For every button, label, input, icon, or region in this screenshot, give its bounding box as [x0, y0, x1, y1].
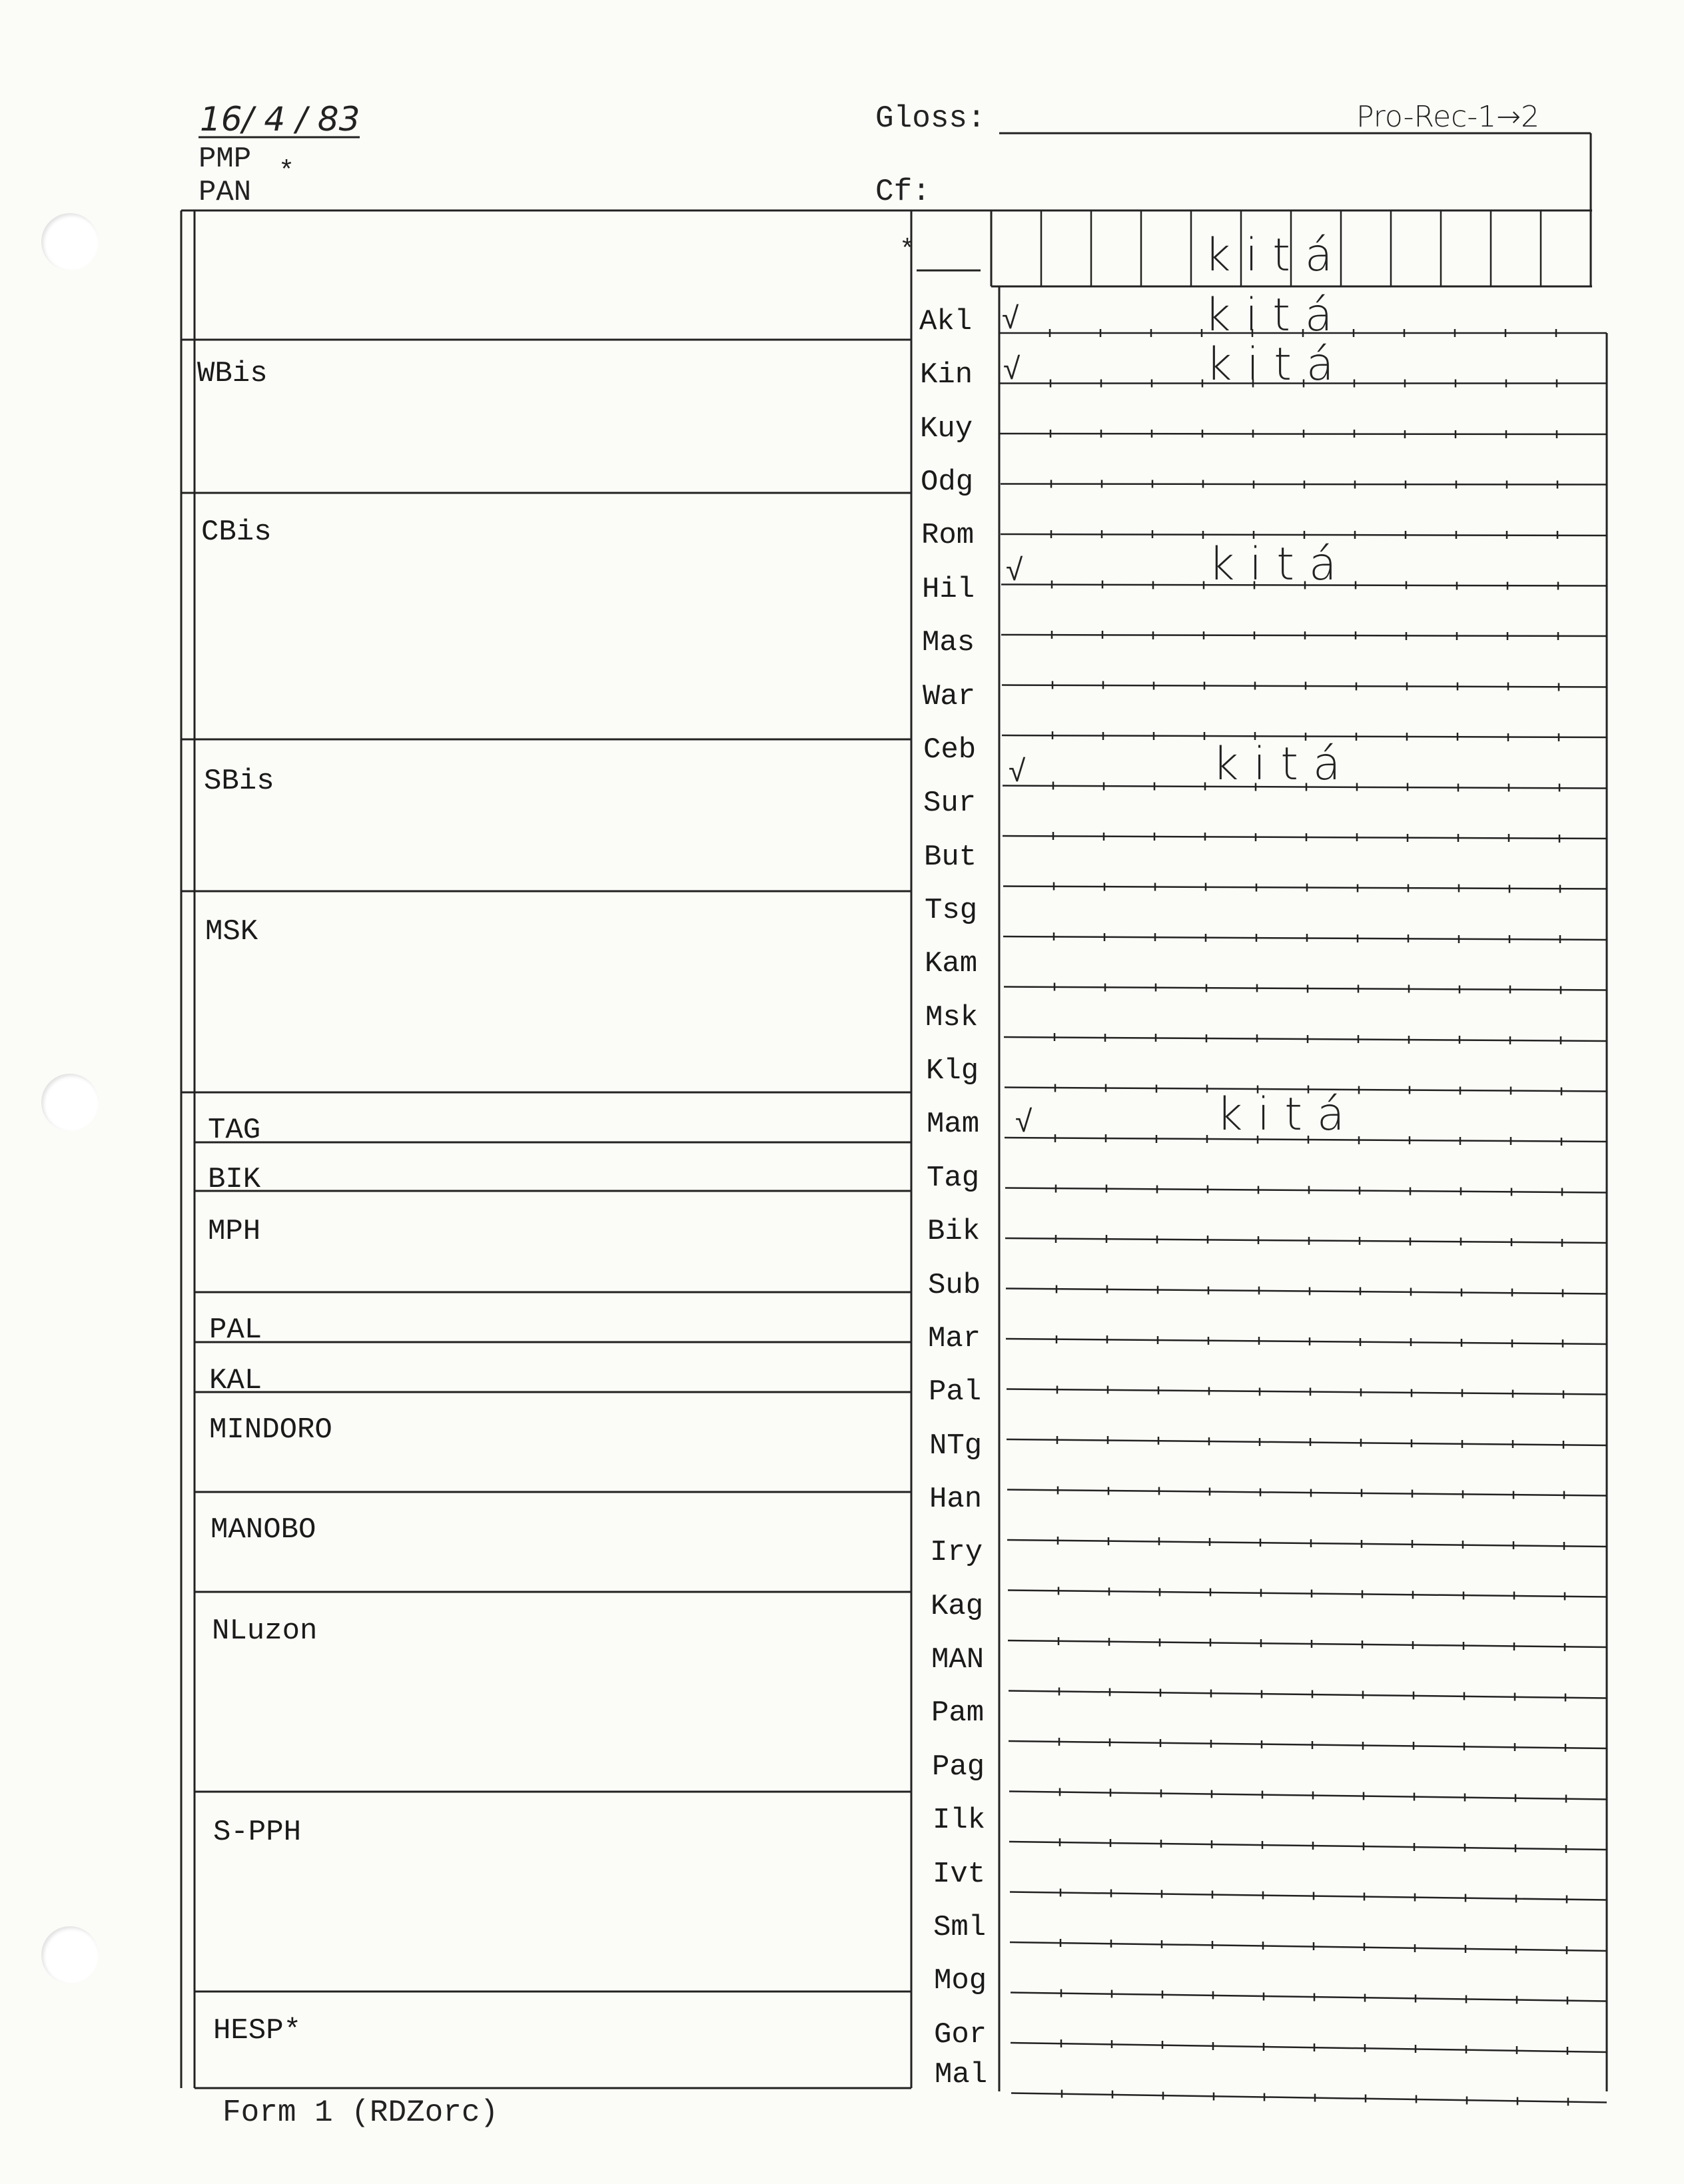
language-but: But [924, 841, 977, 874]
reconstruction-star: * [899, 236, 916, 266]
gloss-label: Gloss: [875, 101, 986, 136]
entry-row-line [1006, 1339, 1607, 1344]
language-ceb: Ceb [923, 733, 977, 767]
language-mam: Mam [927, 1108, 980, 1141]
language-ivt: Ivt [933, 1858, 986, 1891]
group-mindoro: MINDORO [209, 1413, 332, 1447]
language-kam: Kam [925, 947, 978, 980]
check-tag: √ [1015, 1103, 1033, 1139]
language-hil: Hil [922, 573, 975, 606]
entry-row-line [1009, 1842, 1607, 1850]
group-s-pph: S-PPH [213, 1816, 302, 1849]
entry-row-line [1001, 635, 1607, 636]
group-wbis: WBis [197, 357, 268, 390]
entry-row-line [1007, 1490, 1607, 1496]
entry-row-line [1004, 1037, 1607, 1041]
top-form: kitá [1204, 229, 1348, 282]
entry-row-line [1004, 987, 1607, 990]
form-akl: kitá [1204, 289, 1348, 342]
entry-row-line [1006, 1289, 1607, 1294]
check-kin: √ [1003, 350, 1021, 386]
group-tag: TAG [208, 1114, 261, 1147]
language-sub: Sub [928, 1269, 981, 1302]
language-tag: Tag [927, 1162, 980, 1195]
group-kal: KAL [209, 1364, 262, 1397]
entry-row-line [1007, 1540, 1607, 1547]
language-mog: Mog [934, 1964, 987, 1998]
reference-note: Pro-Rec-1→2 [1356, 100, 1540, 134]
entry-row-line [1005, 1188, 1607, 1193]
group-mph: MPH [208, 1215, 261, 1248]
language-pag: Pag [932, 1750, 985, 1784]
entry-row-line [1005, 1238, 1607, 1243]
check-sur: √ [1009, 753, 1026, 789]
entry-row-line [1007, 1389, 1607, 1395]
language-kuy: Kuy [920, 412, 973, 446]
language-msk: Msk [925, 1001, 979, 1034]
language-sml: Sml [933, 1911, 987, 1944]
group-nluzon: NLuzon [212, 1615, 318, 1648]
language-pal: Pal [929, 1375, 982, 1409]
entry-row-line [1008, 1591, 1607, 1597]
language-ilk: Ilk [933, 1804, 986, 1837]
language-gor: Gor [934, 2018, 987, 2051]
entry-row-line [1009, 1792, 1607, 1800]
language-kag: Kag [931, 1590, 984, 1623]
entry-row-line [1002, 685, 1607, 687]
date: 16/ 4 / 83 [200, 100, 360, 139]
entry-row-line [1009, 1691, 1607, 1698]
form-tag: kitá [1216, 1088, 1360, 1141]
form-hil: kitá [1208, 538, 1352, 591]
language-iry: Iry [930, 1536, 983, 1569]
group-manobo: MANOBO [210, 1513, 316, 1547]
language-mar: Mar [928, 1322, 981, 1355]
form-footer: Form 1 (RDZorc) [222, 2095, 499, 2130]
language-rom: Rom [921, 519, 975, 552]
form-kin: kitá [1206, 338, 1349, 391]
entry-row-line [1007, 1439, 1607, 1445]
language-mas: Mas [922, 626, 975, 659]
language-ntg: NTg [929, 1429, 983, 1463]
pan-star: * [278, 157, 295, 187]
pan-label: PAN [199, 176, 252, 209]
language-war: War [923, 680, 976, 713]
cf-label: Cf: [875, 175, 931, 209]
check-akl: √ [1002, 300, 1019, 336]
language-mal: Mal [935, 2058, 988, 2091]
form-sur: kitá [1212, 738, 1356, 791]
language-pam: Pam [931, 1696, 985, 1730]
entry-row-line [1003, 836, 1607, 839]
language-han: Han [929, 1483, 983, 1516]
language-tsg: Tsg [925, 894, 978, 927]
group-cbis: CBis [201, 516, 272, 549]
language-man: MAN [931, 1643, 985, 1676]
group-hesp: HESP* [213, 2014, 302, 2047]
language-akl: Akl [919, 305, 973, 338]
entry-row-line [1009, 1741, 1607, 1748]
entry-row-line [1010, 1942, 1607, 1951]
group-sbis: SBis [204, 765, 274, 798]
entry-row-line [1003, 887, 1607, 889]
entry-row-line [1008, 1640, 1607, 1647]
group-pal: PAL [209, 1313, 262, 1347]
language-klg: Klg [926, 1054, 979, 1088]
group-bik: BIK [208, 1163, 261, 1196]
language-kin: Kin [920, 358, 973, 392]
entry-row-line [1010, 1892, 1607, 1900]
entry-row-line [1002, 735, 1607, 737]
pmp-label: PMP [199, 143, 252, 176]
language-odg: Odg [921, 466, 974, 499]
group-msk: MSK [205, 915, 258, 948]
language-sur: Sur [923, 787, 977, 820]
language-bik: Bik [927, 1215, 981, 1248]
entry-row-line [1003, 936, 1607, 940]
check-hil: √ [1006, 551, 1023, 587]
